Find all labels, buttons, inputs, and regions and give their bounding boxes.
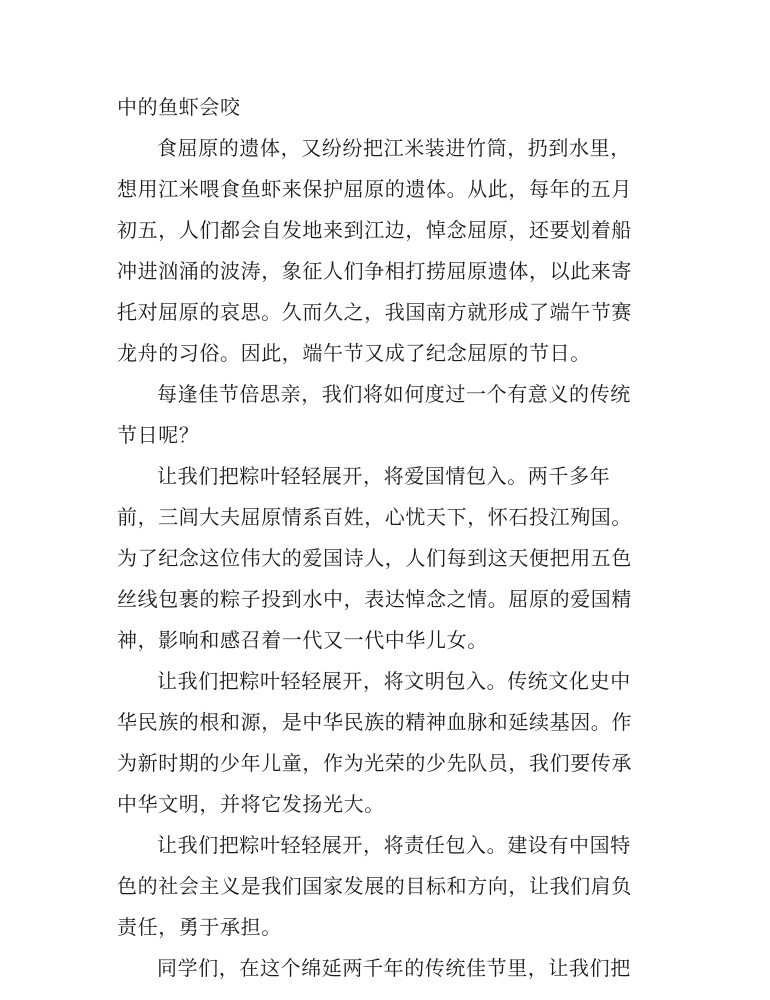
text-line: 色的社会主义是我们国家发展的目标和方向，让我们肩负 [117,874,632,898]
paragraph-start-line: 让我们把粽叶轻轻展开，将文明包入。传统文化史中 [157,669,631,693]
text-line: 初五，人们都会自发地来到江边，悼念屈原，还要划着船 [117,218,632,242]
paragraph-start-line: 每逢佳节倍思亲，我们将如何度过一个有意义的传统 [157,382,631,406]
text-line: 为了纪念这位伟大的爱国诗人，人们每到这天便把用五色 [117,546,632,570]
text-line: 责任，勇于承担。 [117,915,282,939]
text-line: 冲进汹涌的波涛，象征人们争相打捞屈原遗体，以此来寄 [117,259,632,283]
text-line: 前，三闾大夫屈原情系百姓，心忧天下，怀石投江殉国。 [117,505,632,529]
paragraph-start-line: 让我们把粽叶轻轻展开，将爱国情包入。两千多年 [157,464,611,488]
paragraph-start-line: 同学们，在这个绵延两千年的传统佳节里，让我们把 [157,956,631,980]
text-line: 想用江米喂食鱼虾来保护屈原的遗体。从此，每年的五月 [117,177,632,201]
text-line: 神，影响和感召着一代又一代中华儿女。 [117,628,488,652]
text-line: 节日呢？ [117,423,200,447]
text-line: 丝线包裹的粽子投到水中，表达悼念之情。屈原的爱国精 [117,587,632,611]
paragraph-start-line: 让我们把粽叶轻轻展开，将责任包入。建设有中国特 [157,833,631,857]
paragraph-start-line: 食屈原的遗体，又纷纷把江米装进竹筒，扔到水里， [157,136,631,160]
text-line: 中的鱼虾会咬 [117,95,241,119]
text-line: 龙舟的习俗。因此，端午节又成了纪念屈原的节日。 [117,341,591,365]
text-line: 华民族的根和源，是中华民族的精神血脉和延续基因。作 [117,710,632,734]
text-line: 中华文明，并将它发扬光大。 [117,792,385,816]
text-line: 托对屈原的哀思。久而久之，我国南方就形成了端午节赛 [117,300,632,324]
text-line: 为新时期的少年儿童，作为光荣的少先队员，我们要传承 [117,751,632,775]
